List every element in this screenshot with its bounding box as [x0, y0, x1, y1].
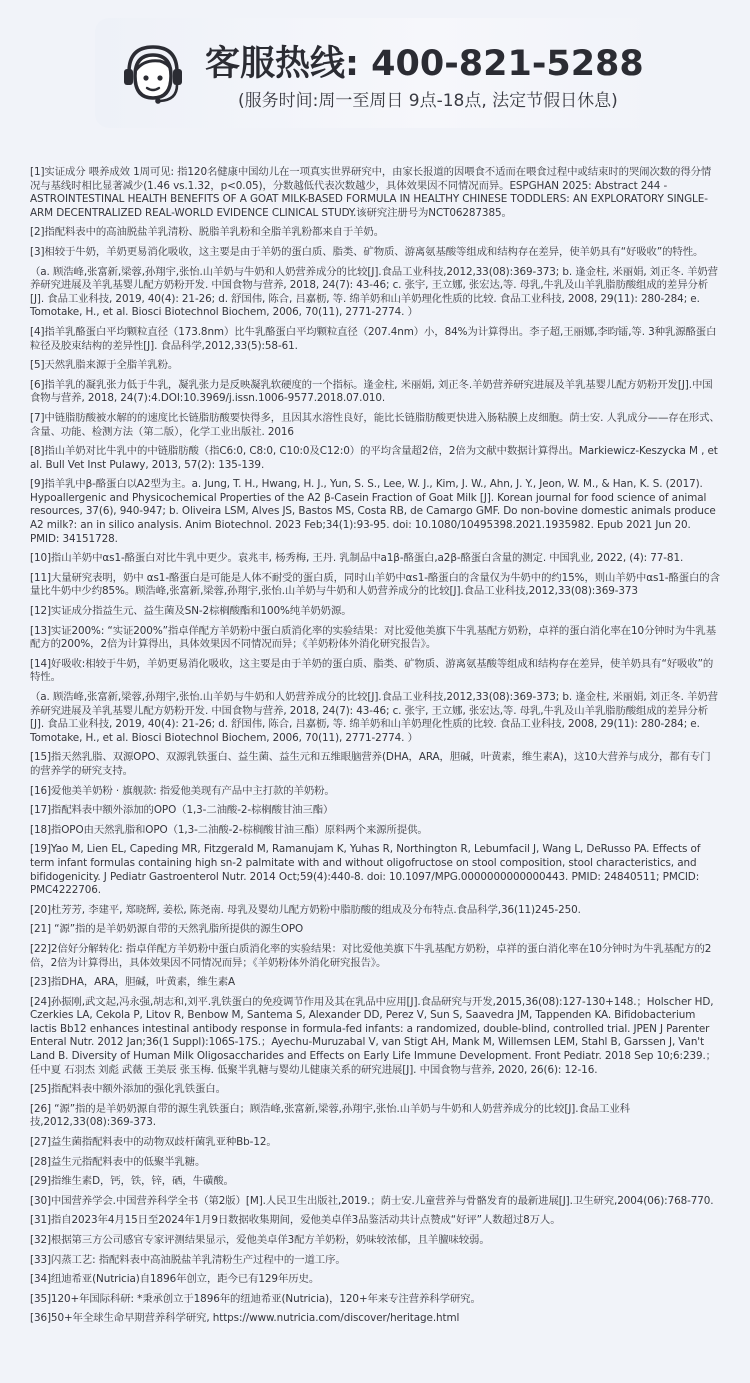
footnote-14-references: （a. 顾浩峰,张富新,梁蓉,孙翔宇,张怡.山羊奶与牛奶和人奶营养成分的比较[J].食品工业科技,2012,33(08):369-373; b. 逢金柱, 米丽娟, 刘正冬. 羊奶营养研究进展及羊乳基婴儿配方奶粉开发. 中国食物与营养, 2018, 24(7): 43-46; c. 张宇, 王立娜, 张宏达,等. 母乳,牛乳及山羊乳脂肪酸组成的差异分析[J]. 食品工业科技, 2019, 40(4): 21-26; d. 舒国伟, 陈合, 吕嘉枥, 等. 绵羊奶和山羊奶理化性质的比较. 食品工业科技, 2008, 29(11): 280-284; e. Tomotake, H., et al. Biosci Biotechnol Biochem, 2006, 70(11), 2771-2774. ）	[30, 691, 718, 744]
footnote-26: [26] “源”指的是羊奶奶源自带的源生乳铁蛋白；顾浩峰,张富新,梁蓉,孙翔宇,张怡.山羊奶与牛奶和人奶营养成分的比较[J].食品工业科技,2012,33(08):369-373.	[30, 1102, 630, 1129]
footnote-18: [18]指OPO由天然乳脂和OPO（1,3-二油酸-2-棕榈酸甘油三酯）原料两个来源所提供。	[30, 823, 428, 836]
footnote-21: [21] “源”指的是羊奶奶源自带的天然乳脂所提供的源生OPO	[30, 923, 304, 936]
footnote-14: [14]好吸收:相较于牛奶，羊奶更易消化吸收，这主要是由于羊奶的蛋白质、脂类、矿物质、游离氨基酸等组成和结构存在差异，使羊奶具有“好吸收”的特性。	[30, 657, 714, 684]
footnote-32: [32]根据第三方公司感官专家评测结果显示，爱他美卓佯3配方羊奶粉，奶味较浓郁，且羊膻味较弱。	[30, 1234, 490, 1246]
footnote-2: [2]指配料表中的高油脱盐羊乳清粉、脱脂羊乳粉和全脂羊乳粉都来自于羊奶。	[30, 226, 385, 239]
footnote-16: [16]爱他美羊奶粉 · 旗舰款: 指爱他美现有产品中主打款的羊奶粉。	[30, 784, 335, 797]
footnote-27: [27]益生菌指配料表中的动物双歧杆菌乳亚种Bb-12。	[30, 1136, 277, 1149]
footnote-28: [28]益生元指配料表中的低聚半乳糖。	[30, 1155, 206, 1168]
footnote-10: [10]指山羊奶中αs1-酪蛋白对比牛乳中更少。袁兆丰, 杨秀梅, 王丹. 乳制品中a1β-酪蛋白,a2β-酪蛋白含量的测定. 中国乳业, 2022, (4): 77-81.	[30, 552, 684, 565]
footnote-30: [30]中国营养学会.中国营养科学全书（第2版）[M].人民卫生出版社,2019.；荫士安.儿童营养与骨骼发育的最新进展[J].卫生研究,2004(06):768-770.	[30, 1194, 714, 1207]
footnote-24: [24]孙振刚,武文起,冯永强,胡志和,刘平.乳铁蛋白的免疫调节作用及其在乳品中应用[J].食品研究与开发,2015,36(08):127-130+148.；Holscher HD, Czerkies LA, Cekola P, Litov R, Benbow M, Santema S, Alexander DD, Perez V, Sun S, Saavedra JM, Tappenden KA. Bifidobacterium lactis Bb12 enhances intestinal antibody response in formula-fed infants: a randomized, double-blind, controlled trial. JPEN J Parenter Enteral Nutr. 2012 Jan;36(1 Suppl):106S-17S.；Ayechu-Muruzabal V, van Stigt AH, Mank M, Willemsen LEM, Stahl B, Garssen J, Van't Land B. Diversity of Human Milk Oligosaccharides and Effects on Early Life Immune Development. Front Pediatr. 2018 Sep 10;6:239.；任中夏 石羽杰 刘彪 武薇 王美辰 张玉梅. 低聚半乳糖与婴幼儿健康关系的研究进展[J]. 中国食物与营养, 2020, 26(6): 12-16.	[30, 995, 716, 1076]
footnote-29: [29]指维生素D，钙，铁，锌，硒，牛磺酸。	[30, 1175, 234, 1188]
hotline-title: 客服热线: 400-821-5288	[205, 44, 644, 84]
footnote-3-references: （a. 顾浩峰,张富新,梁蓉,孙翔宇,张怡.山羊奶与牛奶和人奶营养成分的比较[J].食品工业科技,2012,33(08):369-373; b. 逢金柱, 米丽娟, 刘正冬. 羊奶营养研究进展及羊乳基婴儿配方奶粉开发. 中国食物与营养, 2018, 24(7): 43-46; c. 张宇, 王立娜, 张宏达,等. 母乳,牛乳及山羊乳脂肪酸组成的差异分析[J]. 食品工业科技, 2019, 40(4): 21-26; d. 舒国伟, 陈合, 吕嘉枥, 等. 绵羊奶和山羊奶理化性质的比较. 食品工业科技, 2008, 29(11): 280-284; e. Tomotake, H., et al. Biosci Biotechnol Biochem, 2006, 70(11), 2771-2774. ）	[30, 265, 718, 319]
footnotes-list	[30, 166, 720, 1332]
footnote-6: [6]指羊乳的凝乳张力低于牛乳，凝乳张力是反映凝乳软硬度的一个指标。逢金柱, 米丽娟, 刘正冬.羊奶营养研究进展及羊乳基婴儿配方奶粉开发[J].中国食物与营养, 2018, 24(7):4.DOI:10.3969/j.issn.1006-9577.2018.07.010.	[30, 378, 713, 405]
footnote-19: [19]Yao M, Lien EL, Capeding MR, Fitzgerald M, Ramanujam K, Yuhas R, Northington R, Lebumfacil J, Wang L, DeRusso PA. Effects of term infant formulas containing high sn-2 palmitate with and without oligofructose on stool composition, stool characteristics, and bifidogenicity. J Pediatr Gastroenterol Nutr. 2014 Oct;59(4):440-8. doi: 10.1097/MPG.0000000000000443. PMID: 24840511; PMCID: PMC4222706.	[30, 843, 701, 897]
footnote-36: [36]50+年全球生命早期营养科学研究, https://www.nutricia.com/discover/heritage.html	[30, 1312, 460, 1325]
footnote-7: [7]中链脂肪酸被水解的的速度比长链脂肪酸要快得多，且因其水溶性良好，能比长链脂肪酸更快进入肠粘膜上皮细胞。荫士安. 人乳成分——存在形式、含量、功能、检测方法（第二版），化学工业出版社. 2016	[30, 411, 720, 438]
footnote-3: [3]相较于牛奶，羊奶更易消化吸收，这主要是由于羊奶的蛋白质、脂类、矿物质、游离氨基酸等组成和结构存在差异，使羊奶具有“好吸收”的特性。	[30, 245, 704, 258]
footnote-34: [34]纽迪希亚(Nutricia)自1896年创立，距今已有129年历史。	[30, 1273, 320, 1286]
footnote-11: [11]大量研究表明，奶中 αs1-酪蛋白是可能是人体不耐受的蛋白质，同时山羊奶中αs1-酪蛋白的含量仅为牛奶中的约15%，则山羊奶中αs1-酪蛋白的含量比牛奶中少约85%。顾浩峰,张富新,梁蓉,孙翔宇,张怡.山羊奶与牛奶和人奶营养成分的比较[J].食品工业科技,2012,33(08):369-373	[30, 571, 720, 598]
footnote-35: [35]120+年国际科研: *秉承创立于1896年的纽迪希亚(Nutricia)，120+年来专注营养科学研究。	[30, 1292, 481, 1305]
hotline-hours: (服务时间:周一至周日 9点-18点, 法定节假日休息)	[238, 91, 618, 111]
footnote-12: [12]实证成分指益生元、益生菌及SN-2棕榈酸酯和100%纯羊奶奶源。	[30, 605, 352, 618]
footnote-1: [1]实证成分 喂养成效 1周可见: 指120名健康中国幼儿在一项真实世界研究中，由家长报道的因喂食不适而在喂食过程中或结束时的哭闹次数的得分情况与基线时相比显著减少(1.46 vs.1.32，p<0.05)，分数越低代表次数越少，具体效果因不同情况而异。ESPGHAN 2025: Abstract 244 - ASTROINTESTINAL HEALTH BENEFITS OF A GOAT MILK-BASED FORMULA IN HEALTHY CHINESE TODDLERS: AN EXPLORATORY SINGLE-ARM DECENTRALIZED REAL-WORLD EVIDENCE CLINICAL STUDY.该研究注册号为NCT06287385。	[30, 166, 712, 219]
footnote-4: [4]指羊乳酪蛋白平均颗粒直径（173.8nm）比牛乳酪蛋白平均颗粒直径（207.4nm）小，84%为计算得出。李子超,王丽娜,李昀镭,等. 3种乳源酪蛋白粒径及胶束结构的差异性[J]. 食品科学,2012,33(5):58-61.	[30, 325, 717, 352]
footnote-17: [17]指配料表中额外添加的OPO（1,3-二油酸-2-棕榈酸甘油三酯）	[30, 804, 334, 817]
footnote-9: [9]指羊乳中β-酪蛋白以A2型为主。a. Jung, T. H., Hwang, H. J., Yun, S. S., Lee, W. J., Kim, J. W., Ahn, J. Y., Jeon, W. M., & Han, K. S. (2017). Hypoallergenic and Physicochemical Properties of the A2 β-Casein Fraction of Goat Milk [J]. Korean journal for food science of animal resources, 37(6), 940-947; b. Oliveira LSM, Alves JS, Bastos MS, Costa RB, de Camargo GMF. Do non-bovine domestic animals produce A2 milk?: an in silico analysis. Anim Biotechnol. 2023 Feb;34(1):93-95. doi: 10.1080/10495398.2021.1935982. Epub 2021 Jun 20. PMID: 34151728.	[30, 478, 716, 545]
footnote-22: [22]2倍好分解转化: 指卓佯配方羊奶粉中蛋白质消化率的实验结果：对比爱他美旗下牛乳基配方奶粉，卓祥的蛋白消化率在10分钟时为牛乳基配方的2倍，2倍为计算得出，具体效果因不同情况而异；《羊奶粉体外消化研究报告》。	[30, 942, 712, 969]
footnote-15: [15]指天然乳脂、双源OPO、双源乳铁蛋白、益生菌、益生元和五维眼脑营养(DHA，ARA，胆碱，叶黄素，维生素A)，这10大营养与成分，都有专门的营养学的研究支持。	[30, 751, 711, 777]
footnote-25: [25]指配料表中额外添加的强化乳铁蛋白。	[30, 1083, 226, 1096]
footnote-23: [23]指DHA，ARA，胆碱，叶黄素，维生素A	[30, 976, 236, 989]
customer-service-agent-icon	[116, 38, 190, 112]
footnote-8: [8]指山羊奶对比牛乳中的中链脂肪酸（指C6:0, C8:0, C10:0及C12:0）的平均含量超2倍，2倍为文献中数据计算得出。Markiewicz-Keszycka M , et al. Bull Vet Inst Pulawy, 2013, 57(2): 135-139.	[30, 445, 718, 471]
footnote-20: [20]杜芳芳, 李建平, 郑晓辉, 姜松, 陈尧南. 母乳及婴幼儿配方奶粉中脂肪酸的组成及分布特点.食品科学,36(11)245-250.	[30, 903, 581, 916]
footnote-13: [13]实证200%: “实证200%”指卓佯配方羊奶粉中蛋白质消化率的实验结果：对比爱他美旗下牛乳基配方奶粉，卓祥的蛋白消化率在10分钟时为牛乳基配方的200%，2倍为计算得出，具体效果因不同情况而异；《羊奶粉体外消化研究报告》。	[30, 624, 717, 651]
footnote-33: [33]闪蒸工艺: 指配料表中高油脱盐羊乳清粉生产过程中的一道工序。	[30, 1253, 346, 1266]
footnote-31: [31]指自2023年4月15日至2024年1月9日数据收集期间，爱他美卓佯3品鉴活动共计点赞成“好评”人数超过8万人。	[30, 1214, 561, 1227]
footnote-5: [5]天然乳脂来源于全脂羊乳粉。	[30, 359, 179, 372]
